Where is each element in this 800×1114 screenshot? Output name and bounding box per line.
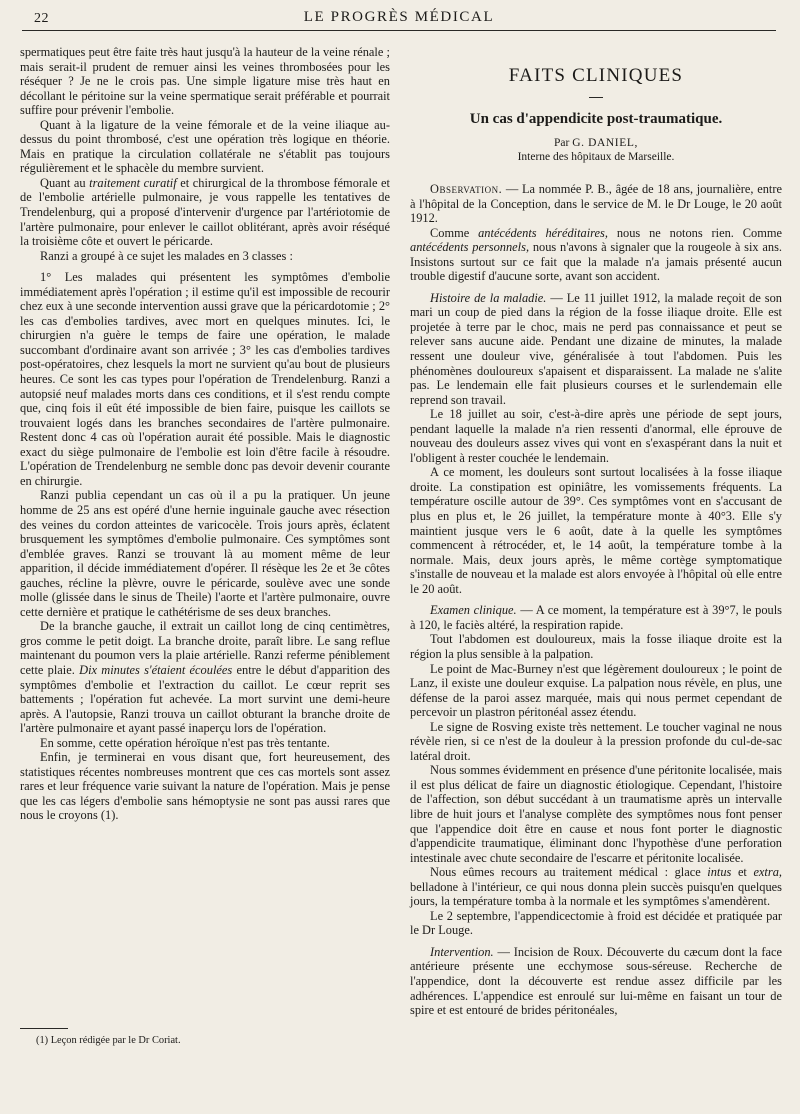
italic-run: extra, xyxy=(753,865,782,880)
paragraph-2-septembre: Le 2 septembre, l'appendicectomie à froid est décidée et pratiquée par le Dr Louge. xyxy=(410,908,782,938)
paragraph-peritonite: Nous sommes évidemment en présence d'une péritonite localisée, mais il est plus délicat de faire un diagnostic étiologique. Cependant, l'histoire de l'affection, son début succédant à un traumatisme après un intervalle libre de huit jours et l'analyse complète des symptômes nous font penser que l'appendice doit être en cause et nous font porter le diagnostic d'appendicite traumatique, éliminant donc l'hypothèse d'une perforation intestinale avec chute secondaire de l'escarre et péritonite localisée. xyxy=(410,763,782,865)
page-number: 22 xyxy=(34,11,49,26)
paragraph-mac-burney: Le point de Mac-Burney n'est que légèrement douloureux ; le point de Lanz, il existe une douleur exquise. La palpation nous révèle, en plus, une défense de la paroi assez marquée, mais qui nous permet cependant de percevoir un plastron péritonéal assez étendu. xyxy=(410,661,782,720)
article-title: Un cas d'appendicite post-traumatique. xyxy=(469,111,723,127)
text-run: — La nommée P. B., âgée de 18 ans, journalière, entre à l'hôpital de la Conception, dans le service de M. le Dr Louge, le 20 août 1912. xyxy=(410,182,782,226)
running-head xyxy=(22,8,776,31)
left-column xyxy=(20,45,390,1055)
antecedents-paragraph xyxy=(410,226,782,284)
left-paragraph-2: Quant à la ligature de la veine fémorale et de la veine iliaque au-dessus du point thrombosé, c'est une opération très logique en théorie. Mais en pratique la circulation collatérale ne s'établit pas toujours régulièrement et le sphacèle du membre survient. xyxy=(20,117,390,176)
italic-run: traitement curatif xyxy=(89,175,177,190)
text-run: et xyxy=(737,865,747,880)
left-paragraph-6: Ranzi publia cependant un cas où il a pu la pratiquer. Un jeune homme de 25 ans est opéré d'une hernie inguinale gauche avec résection des veines du cordon atteintes de varicocèle. Trois jours après, éclatent brusquement les symptômes d'embolie pulmonaire. Ces symptômes sont d'emblée graves. Ranzi se trouvant là au moment même de leur apparition, il décide immédiatement d'opérer. Il résèque les 2e et 3e côtes gauches, récline la plèvre, ouvre le péricarde, soulève avec une sonde molle (glissée dans le sinus de Theile) l'aorte et l'artère pulmonaire, ouvre cette dernière et pratique le cathétérisme de ses deux branches. xyxy=(20,488,390,619)
observation-label: Observation. xyxy=(430,182,503,196)
spacer xyxy=(410,284,782,291)
left-paragraph-1: spermatiques peut être faite très haut jusqu'à la hauteur de la veine rénale ; mais serait-il prudent de remuer ainsi les veines thrombosées pour les réséquer ? Je ne le crois pas. Une simple ligature mise très haut en décollant le péritoine sur la veine spermatique serait préférable et pourrait suffire pour prévenir l'embolie. xyxy=(20,45,390,118)
left-paragraph-3 xyxy=(20,176,390,249)
footnote: (1) Leçon rédigée par le Dr Coriat. xyxy=(36,1035,181,1046)
paragraph-traitement xyxy=(410,865,782,909)
byline-prefix: Par xyxy=(554,137,570,149)
observation-paragraph xyxy=(410,182,782,226)
right-column xyxy=(410,45,782,1105)
author-affiliation: Interne des hôpitaux de Marseille. xyxy=(517,151,675,163)
paragraph-rosving: Le signe de Rosving existe très nettement. Le toucher vaginal ne nous révèle rien, si ce n'est de la douleur à la pression profonde du cul-de-sac latéral droit. xyxy=(410,719,782,763)
left-paragraph-8: En somme, cette opération héroïque n'est pas très tentante. xyxy=(40,735,330,750)
left-paragraph-4: Ranzi a groupé à ce sujet les malades en 3 classes : xyxy=(40,248,293,263)
intervention-paragraph xyxy=(410,945,782,1018)
text-run: nous ne notons rien. Comme xyxy=(616,225,782,240)
spacer xyxy=(20,263,390,270)
examen-label: Examen clinique. xyxy=(430,603,517,618)
examen-paragraph xyxy=(410,603,782,632)
italic-run: antécédents héréditaires, xyxy=(478,225,608,240)
intervention-label: Intervention. xyxy=(430,944,494,959)
spacer xyxy=(410,938,782,945)
byline xyxy=(410,136,782,150)
text-run: Comme xyxy=(430,225,470,240)
text-run: — A ce moment, la température est à 39°7, le pouls à 120, le faciès altéré, la respiration rapide. xyxy=(410,603,782,632)
text-run: belladone à l'intérieur, ce qui nous donna plein succès puisqu'en quelques jours, la température tomba à la normale et les symptômes s'amendèrent. xyxy=(410,879,782,909)
text-run: nous n'avons à signaler que la rougeole à six ans. Insistons surtout sur ce fait que la malade n'a jamais présenté aucun trouble digestif d'aucune sorte, avant son accident. xyxy=(410,240,782,284)
text-run: et chirurgical de la thrombose fémorale et de l'embolie artérielle pulmonaire, je vous rappelle les tentatives de Trendelenburg, qui a proposé d'intervenir d'urgence par l'artériotomie de l'artère pulmonaire, pour enlever le caillot oblitérant, après avoir réséqué la troisième côte et ouvert le péricarde. xyxy=(20,175,390,249)
histoire-label: Histoire de la maladie. xyxy=(430,290,547,305)
text-run: Quant au xyxy=(40,175,86,190)
left-paragraph-5: 1° Les malades qui présentent les symptômes d'embolie immédiatement après l'opération ; il estime qu'il est impossible de recourir chez eux à une seconde intervention aussi grave que la péricardotomie ; 2° les cas d'embolies tardives, avec mort en quelques minutes. Ici, le chirurgien n'a guère le temps de faire une opération, le malade succombant d'ordinaire avant son arrivée ; 3° les cas d'embolies tardives post-opératoires, chez lesquels la mort ne survient qu'au bout de plusieurs heures. Ce sont les cas types pour l'opération de Trendelenburg. Ranzi a autopsié neuf malades morts dans ces conditions, et il s'est rendu compte que, cinq fois il eût été impossible de bien faire, puisque les caillots se trouvaient logés dans les branches secondaires de l'artère pulmonaire. Restent donc 4 cas où l'opération aurait été possible. Mais le diagnostic exact du siège pulmonaire de l'embolie est loin d'être facile à résoudre. L'opération de Trendelenburg ne semble donc pas devoir devenir courante en chirurgie. xyxy=(20,270,390,488)
paragraph-abdomen: Tout l'abdomen est douloureux, mais la fosse iliaque droite est la région la plus sensible à la palpation. xyxy=(410,632,782,661)
paragraph-a-ce-moment: A ce moment, les douleurs sont surtout localisées à la fosse iliaque droite. La constipation est opiniâtre, les vomissements fréquents. La température oscille autour de 39°. Ces symptômes vont en s'accusant de plus en plus et, le 26 juillet, la température monte à 40°3. Elle s'y maintient jusque vers le 6 août, date à la quelle les symptômes commencent à rétrocéder, et, le 14 août, la température tombe à la normale. Mais, deux jours après, le même cortège symptomatique s'installe de nouveau et la malade est alors envoyée à l'hôpital où elle entre le 20 août. xyxy=(410,465,782,596)
spacer xyxy=(410,596,782,603)
italic-run: Dix minutes s'étaient écoulées xyxy=(79,662,233,677)
italic-run: intus xyxy=(707,865,732,880)
journal-title: LE PROGRÈS MÉDICAL xyxy=(303,9,495,25)
footnote-rule xyxy=(20,1028,68,1029)
author-name: G. DANIEL, xyxy=(572,137,638,149)
text-run: De la branche gauche, il extrait un caillot long de cinq centimètres, gros comme le petit doigt. La branche droite, paraît libre. Le sang reflue maintenant du poumon vers la plaie artérielle. Ranzi referme péniblement cette plaie. xyxy=(20,619,390,677)
section-divider xyxy=(589,97,603,98)
left-paragraph-9: Enfin, je terminerai en vous disant que, fort heureusement, des statistiques récentes nombreuses montrent que ces cas mortels sont assez rares et leur fréquence varie suivant la nature de l'opération. Mais je pense que les cas légers d'embolie sans hémoptysie ne sont pas aussi rares que nous le croyons (1). xyxy=(20,750,390,823)
text-run: — Incision de Roux. Découverte du cæcum dont la face antérieure présente une ecchymose sous-séreuse. Recherche de l'appendice, dont la découverte est rendue assez difficile par les adhérences. L'appendice est enroulé sur lui-même en faisant un tour de spire et est entouré de brides péritonéales, xyxy=(410,944,782,1018)
text-run: Nous eûmes recours au traitement médical : glace xyxy=(430,865,701,880)
section-title: FAITS CLINIQUES xyxy=(508,65,684,86)
left-paragraph-7 xyxy=(20,619,390,735)
text-run: entre le début d'apparition des symptômes d'embolie et l'extraction du caillot. Le cœur reprit ses battements ; l'opération fut achevée. La mort survint une demi-heure après. A l'autopsie, Ranzi trouva un caillot obturant la branche droite de l'artère pulmonaire et ayant passé inaperçu lors de l'opération. xyxy=(20,662,390,736)
text-run: — Le 11 juillet 1912, la malade reçoit de son mari un coup de pied dans la région de la fosse iliaque droite. Elle est projetée à terre par le choc, mais ne perd pas connaissance et peut se relever sans aucune aide. Pendant une dizaine de minutes, la malade ressent une douleur vive, généralisée à tout l'abdomen. Puis les phénomènes douloureux s'apaisent et disparaissent. La malade ne s'alite pas. Le lendemain elle fait plusieurs courses et le surlendemain elle reprend son travail. xyxy=(410,290,782,407)
paragraph-18-juillet: Le 18 juillet au soir, c'est-à-dire après une période de sept jours, pendant laquelle la malade n'a rien ressenti d'anormal, elle éprouve de nouveau des douleurs assez vives qui vont en s'exaspérant dans la nuit et l'obligent à rester couchée le lendemain. xyxy=(410,407,782,465)
italic-run: antécédents personnels, xyxy=(410,240,530,255)
histoire-paragraph xyxy=(410,291,782,407)
